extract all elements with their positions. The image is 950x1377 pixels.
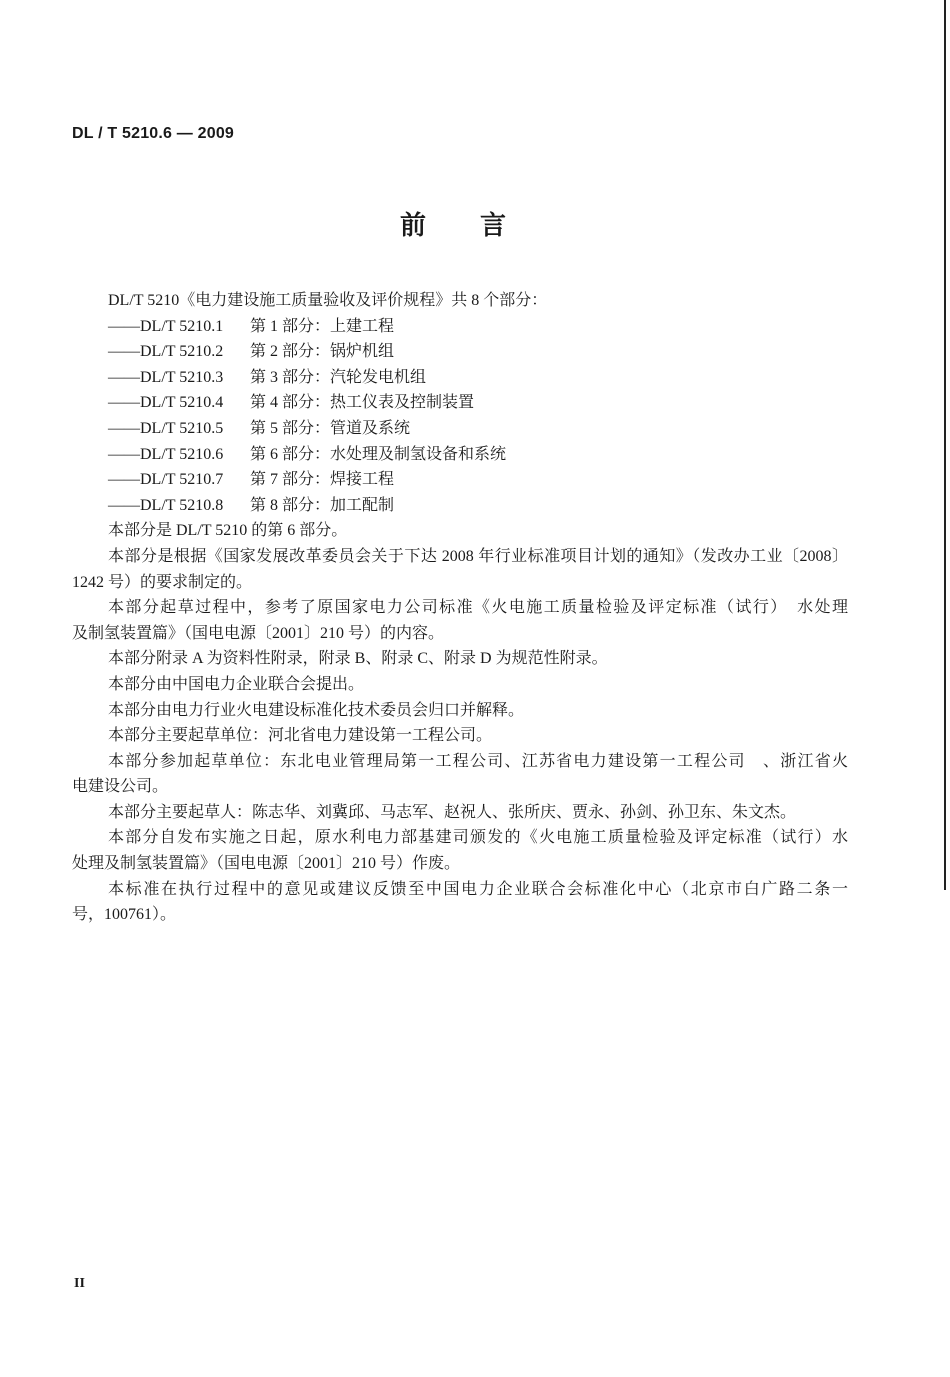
part-item — [72, 442, 848, 468]
part-label: 第 2 部分：锅炉机组 — [250, 343, 395, 361]
foreword-body — [72, 288, 848, 928]
part-item — [72, 365, 848, 391]
paragraph-line: 本部分是 DL/T 5210 的第 6 部分。 — [108, 522, 348, 540]
standard-code-header: DL / T 5210.6 — 2009 — [72, 125, 235, 142]
page-number: II — [74, 1276, 85, 1291]
page-title: 前 言 — [399, 211, 520, 240]
part-item — [72, 314, 848, 340]
paragraph-line: 本部分主要起草人：陈志华、刘冀邱、马志军、赵祝人、张所庆、贾永、孙剑、孙卫东、朱文杰。 — [108, 803, 797, 821]
part-item — [72, 339, 848, 365]
paragraph-line: 本部分是根据《国家发展改革委员会关于下达 2008 年行业标准项目计划的通知》（发改办工业〔2008〕 — [108, 547, 848, 565]
part-code: ——DL/T 5210.6 — [108, 445, 224, 463]
paragraph-line: 本部分参加起草单位：东北电业管理局第一工程公司、江苏省电力建设第一工程公司 、浙江省火 — [108, 752, 848, 770]
part-code: ——DL/T 5210.5 — [108, 419, 224, 437]
paragraph-line: 号，100761）。 — [72, 906, 177, 924]
part-label: 第 8 部分：加工配制 — [250, 496, 395, 514]
part-code: ——DL/T 5210.4 — [108, 394, 224, 412]
paragraph-line: 本部分自发布实施之日起，原水利电力部基建司颁发的《火电施工质量检验及评定标准（试行）水 — [108, 829, 848, 847]
paragraph-line: 本部分主要起草单位：河北省电力建设第一工程公司。 — [108, 727, 493, 745]
paragraph-line: 电建设公司。 — [72, 778, 169, 796]
paragraph-line: 本部分由电力行业火电建设标准化技术委员会归口并解释。 — [108, 701, 525, 719]
part-item — [72, 493, 848, 519]
part-label: 第 1 部分：上建工程 — [250, 317, 395, 335]
paragraph-line: 本部分由中国电力企业联合会提出。 — [108, 675, 365, 693]
part-label: 第 4 部分：热工仪表及控制装置 — [250, 394, 475, 412]
paragraph-line: 本标准在执行过程中的意见或建议反馈至中国电力企业联合会标准化中心（北京市白广路二条一 — [108, 880, 848, 898]
paragraph-line: 本部分起草过程中，参考了原国家电力公司标准《火电施工质量检验及评定标准（试行） 水处理 — [108, 599, 848, 617]
part-label: 第 6 部分：水处理及制氢设备和系统 — [250, 445, 507, 463]
paragraph-line: 1242 号）的要求制定的。 — [72, 573, 253, 591]
part-item — [72, 467, 848, 493]
paragraph-line: 本部分附录 A 为资料性附录，附录 B、附录 C、附录 D 为规范性附录。 — [108, 650, 608, 668]
part-code: ——DL/T 5210.8 — [108, 496, 224, 514]
part-label: 第 3 部分：汽轮发电机组 — [250, 368, 427, 386]
paragraph-line: 及制氢装置篇》（国电电源〔2001〕210 号）的内容。 — [72, 624, 445, 642]
scan-edge-line — [944, 0, 946, 890]
part-code: ——DL/T 5210.2 — [108, 343, 224, 361]
part-item — [72, 416, 848, 442]
part-code: ——DL/T 5210.7 — [108, 471, 224, 489]
intro-line: DL/T 5210《电力建设施工质量验收及评价规程》共 8 个部分： — [108, 292, 548, 309]
part-item — [72, 390, 848, 416]
part-label: 第 7 部分：焊接工程 — [250, 471, 395, 489]
part-label: 第 5 部分：管道及系统 — [250, 419, 411, 437]
paragraph-line: 处理及制氢装置篇》（国电电源〔2001〕210 号）作废。 — [72, 855, 461, 873]
part-code: ——DL/T 5210.1 — [108, 317, 224, 335]
part-code: ——DL/T 5210.3 — [108, 368, 224, 386]
